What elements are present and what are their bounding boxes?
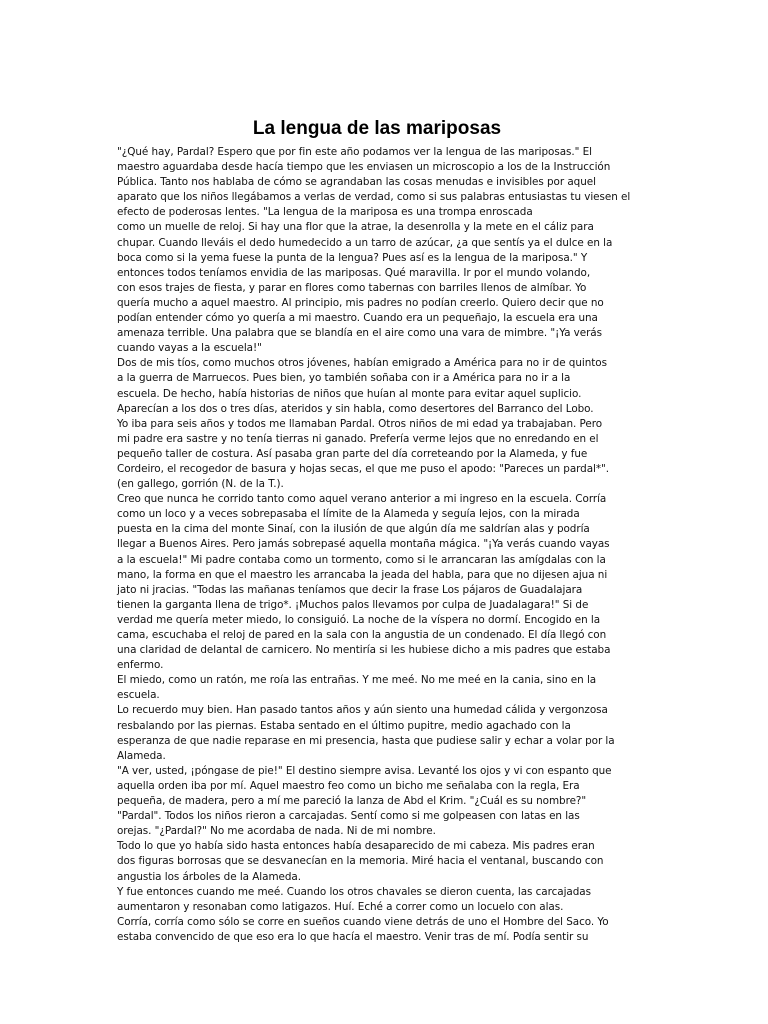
document-body <box>117 145 637 945</box>
document-title: La lengua de las mariposas <box>252 118 502 139</box>
text-line: Lo recuerdo muy bien. Han pasado tantos años y aún siento una humedad cálida y vergonzosa <box>117 704 608 717</box>
text-line: dos figuras borrosas que se desvanecían en la memoria. Miré hacia el ventanal, buscando con <box>117 855 604 868</box>
text-line: Dos de mis tíos, como muchos otros jóvenes, habían emigrado a América para no ir de quintos <box>117 357 607 370</box>
text-line: tienen la garganta llena de trigo*. ¡Muchos palos llevamos por culpa de Juadalagara!" Si de <box>117 598 589 611</box>
text-line: escuela. <box>117 689 160 702</box>
text-line: chupar. Cuando lleváis el dedo humedecido a un tarro de azúcar, ¿a que sentís ya el dulce en la <box>117 236 613 249</box>
text-line: resbalando por las piernas. Estaba sentado en el último pupitre, medio agachado con la <box>117 719 571 732</box>
text-line: Pública. Tanto nos hablaba de cómo se agrandaban las cosas menudas e invisibles por aquel <box>117 176 596 189</box>
text-line: quería mucho a aquel maestro. Al principio, mis padres no podían creerlo. Quiero decir que no <box>117 296 604 309</box>
text-line: entonces todos teníamos envidia de las mariposas. Qué maravilla. Ir por el mundo volando, <box>117 266 591 279</box>
text-line: con esos trajes de fiesta, y parar en flores como tabernas con barriles llenos de almíbar. Yo <box>117 281 587 294</box>
text-line: podían entender cómo yo quería a mi maestro. Cuando era un pequeñajo, la escuela era una <box>117 312 598 325</box>
text-line: "A ver, usted, ¡póngase de pie!" El destino siempre avisa. Levanté los ojos y vi con espanto que <box>117 764 612 777</box>
text-line: angustia los árboles de la Alameda. <box>117 870 301 883</box>
text-line: mi padre era sastre y no tenía tierras ni ganado. Prefería verme lejos que no enredando en el <box>117 432 599 445</box>
text-line: Cordeiro, el recogedor de basura y hojas secas, el que me puso el apodo: "Pareces un pardal*". <box>117 462 610 475</box>
text-line: verdad me quería meter miedo, lo consiguió. La noche de la víspera no dormí. Encogido en la <box>117 613 601 626</box>
text-line: enfermo. <box>117 659 164 672</box>
text-line: aparato que los niños llegábamos a verlas de verdad, como si sus palabras entusiastas tu viesen el <box>117 191 631 204</box>
text-line: puesta en la cima del monte Sinaí, con la ilusión de que algún día me saldrían alas y podría <box>117 523 590 536</box>
text-line: aumentaron y resonaban como latigazos. Huí. Eché a correr como un locuelo con alas. <box>117 900 564 913</box>
text-line: aquella orden iba por mí. Aquel maestro feo como un bicho me señalaba con la regla, Era <box>117 779 580 792</box>
text-line: Aparecían a los dos o tres días, ateridos y sin habla, como desertores del Barranco del Lobo. <box>117 402 594 415</box>
text-line: cuando vayas a la escuela!" <box>117 342 262 355</box>
text-line: maestro aguardaba desde hacía tiempo que les enviasen un microscopio a los de la Instrucción <box>117 161 611 174</box>
text-line: cama, escuchaba el reloj de pared en la sala con la angustia de un condenado. El día llegó con <box>117 629 607 641</box>
text-line: Corría, corría como sólo se corre en sueños cuando viene detrás de uno el Hombre del Saco. Yo <box>117 915 609 928</box>
text-line: pequeña, de madera, pero a mí me pareció la lanza de Abd el Krim. "¿Cuál es su nombre?" <box>117 795 587 808</box>
text-line: como un muelle de reloj. Si hay una flor que la atrae, la desenrolla y la mete en el cáliz para <box>117 221 594 234</box>
text-line: El miedo, como un ratón, me roía las entrañas. Y me meé. No me meé en la cania, sino en la <box>117 674 597 687</box>
text-line: "¿Qué hay, Pardal? Espero que por fin este año podamos ver la lengua de las mariposas." El <box>117 146 592 158</box>
text-line: Y fue entonces cuando me meé. Cuando los otros chavales se dieron cuenta, las carcajadas <box>117 885 591 898</box>
text-line: efecto de poderosas lentes. "La lengua de la mariposa es una trompa enroscada <box>117 206 533 219</box>
text-line: llegar a Buenos Aires. Pero jamás sobrepasé aquella montaña mágica. "¡Ya verás cuando vayas <box>117 538 610 551</box>
text-line: jato ni jracias. "Todas las mañanas teníamos que decir la frase Los pájaros de Guadalajara <box>117 583 583 596</box>
text-line: a la guerra de Marruecos. Pues bien, yo también soñaba con ir a América para no ir a la <box>117 372 571 385</box>
text-line: amenaza terrible. Una palabra que se blandía en el aire como una vara de mimbre. "¡Ya verás <box>117 327 602 340</box>
document-page <box>117 118 637 945</box>
text-line: "Pardal". Todos los niños rieron a carcajadas. Sentí como si me golpeasen con latas en las <box>117 810 580 823</box>
text-line: orejas. "¿Pardal?" No me acordaba de nada. Ni de mi nombre. <box>117 825 436 838</box>
text-line: como un loco y a veces sobrepasaba el límite de la Alameda y seguía lejos, con la mirada <box>117 508 580 521</box>
text-line: una claridad de delantal de carnicero. No mentiría si les hubiese dicho a mis padres que estaba <box>117 644 611 657</box>
text-line: esperanza de que nadie reparase en mi presencia, hasta que pudiese salir y echar a volar por la <box>117 734 615 747</box>
text-line: Todo lo que yo había sido hasta entonces había desaparecido de mi cabeza. Mis padres eran <box>117 840 595 853</box>
text-line: pequeño taller de costura. Así pasaba gran parte del día correteando por la Alameda, y fue <box>117 447 588 460</box>
text-line: (en gallego, gorrión (N. de la T.). <box>117 478 284 491</box>
text-line: estaba convencido de que eso era lo que hacía el maestro. Venir tras de mí. Podía sentir su <box>117 930 589 943</box>
text-line: Creo que nunca he corrido tanto como aquel verano anterior a mi ingreso en la escuela. Corría <box>117 493 607 506</box>
text-line: a la escuela!" Mi padre contaba como un tormento, como si le arrancaran las amígdalas con la <box>117 553 606 566</box>
text-line: escuela. De hecho, había historias de niños que huían al monte para evitar aquel suplicio. <box>117 387 582 400</box>
text-line: mano, la forma en que el maestro les arrancaba la jeada del habla, para que no dijesen ajua ni <box>117 568 608 581</box>
text-line: Yo iba para seis años y todos me llamaban Pardal. Otros niños de mi edad ya trabajaban. Pero <box>117 417 603 430</box>
text-line: boca como si la yema fuese la punta de la lengua? Pues así es la lengua de la mariposa." Y <box>117 251 588 264</box>
text-line: Alameda. <box>117 749 166 762</box>
